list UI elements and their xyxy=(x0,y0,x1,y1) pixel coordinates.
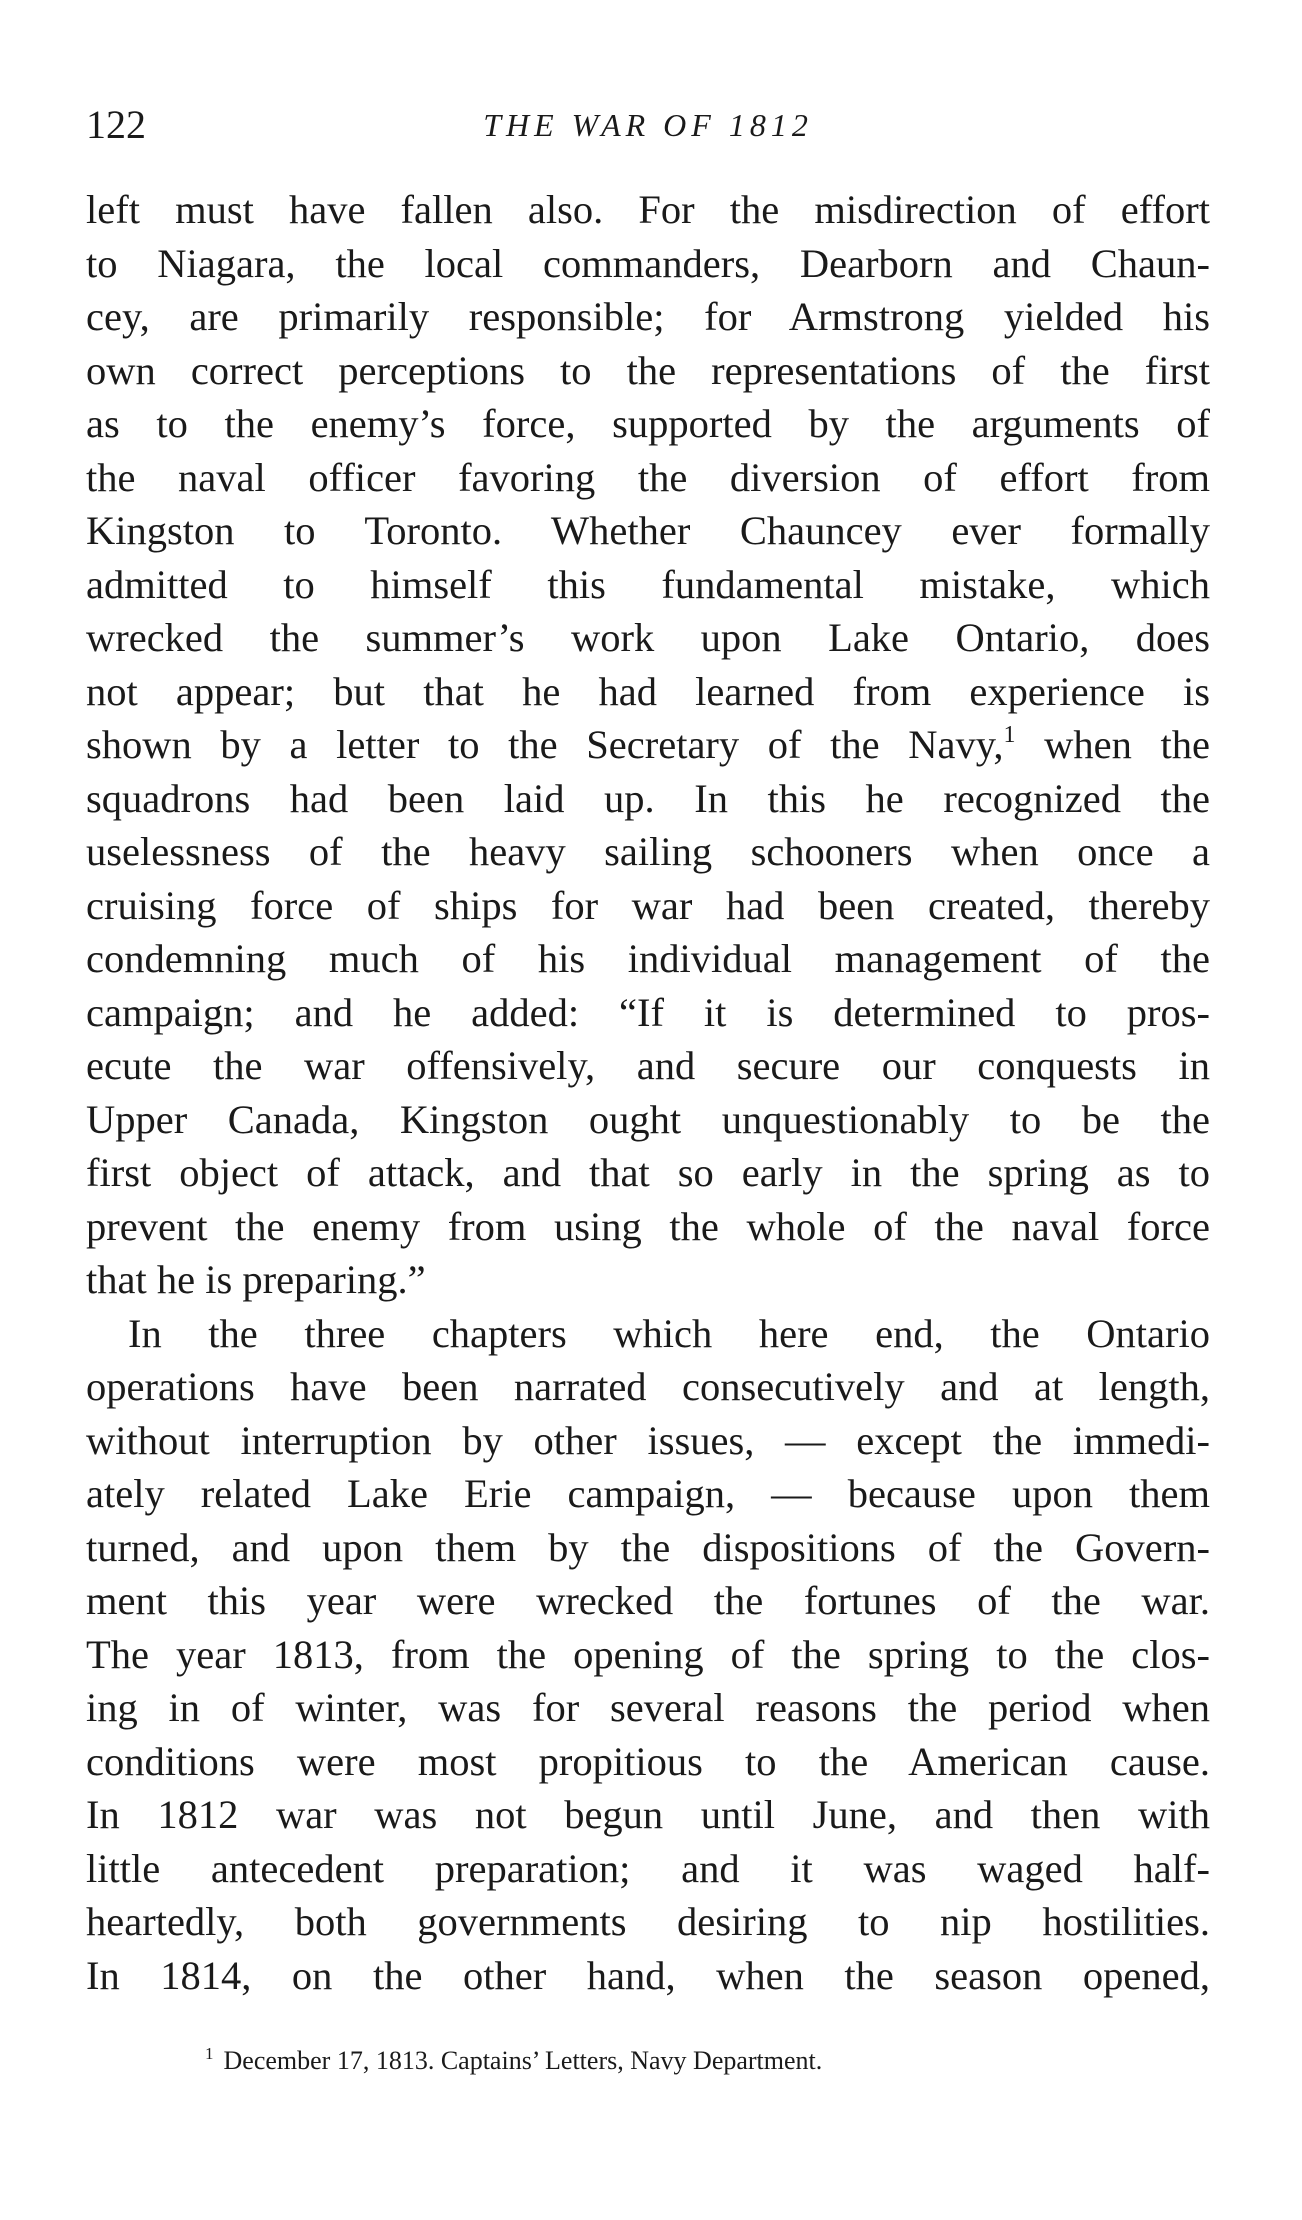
text-line: wrecked the summer’s work upon Lake Ontario, does xyxy=(86,615,1210,660)
text-line: campaign; and he added: “If it is determined to pros- xyxy=(86,989,1210,1035)
text-line: conditions were most propitious to the American cause. xyxy=(86,1738,1210,1784)
text-line: ing in of winter, was for several reasons the period when xyxy=(86,1685,1210,1730)
text-line-with-footnote-ref xyxy=(86,718,1210,772)
text-line: In 1814, on the other hand, when the season opened, xyxy=(86,1952,1210,1998)
text-line: Kingston to Toronto. Whether Chauncey ever formally xyxy=(86,508,1210,553)
text-fragment: shown by a letter to the Secretary of the Navy, xyxy=(86,722,1004,767)
footnote-reference: 1 xyxy=(1003,722,1016,748)
text-line: In the three chapters which here end, the Ontario xyxy=(128,1310,1210,1356)
text-line: admitted to himself this fundamental mistake, which xyxy=(86,561,1210,607)
text-line: own correct perceptions to the representations of the first xyxy=(86,347,1210,393)
text-line: squadrons had been laid up. In this he recognized the xyxy=(86,775,1210,821)
text-line: the naval officer favoring the diversion of effort from xyxy=(86,454,1210,500)
text-line: without interruption by other issues, — except the immedi- xyxy=(86,1417,1210,1463)
text-line: ecute the war offensively, and secure our conquests in xyxy=(86,1043,1210,1088)
footnote-text: December 17, 1813. Captains’ Letters, Navy Department. xyxy=(223,2046,823,2075)
text-line: cey, are primarily responsible; for Armstrong yielded his xyxy=(86,294,1210,339)
text-line: condemning much of his individual management of the xyxy=(86,936,1210,981)
footnote-mark: 1 xyxy=(205,2044,214,2063)
text-line: turned, and upon them by the dispositions of the Govern- xyxy=(86,1524,1210,1570)
text-line: heartedly, both governments desiring to nip hostilities. xyxy=(86,1899,1210,1944)
text-line: first object of attack, and that so early in the spring as to xyxy=(86,1150,1210,1195)
text-line: In 1812 war was not begun until June, and then with xyxy=(86,1792,1210,1837)
text-line: prevent the enemy from using the whole of the naval force xyxy=(86,1203,1210,1249)
body-text xyxy=(86,183,1210,2002)
text-fragment: when the xyxy=(1015,722,1210,767)
text-line: ment this year were wrecked the fortunes of the war. xyxy=(86,1578,1210,1623)
text-line: operations have been narrated consecutively and at length, xyxy=(86,1364,1210,1409)
text-line: that he is preparing.” xyxy=(86,1257,426,1302)
footnote xyxy=(205,2044,822,2078)
text-line: not appear; but that he had learned from experience is xyxy=(86,668,1210,714)
text-line: Upper Canada, Kingston ought unquestionably to be the xyxy=(86,1096,1210,1142)
text-line: The year 1813, from the opening of the spring to the clos- xyxy=(86,1631,1210,1677)
text-line: to Niagara, the local commanders, Dearborn and Chaun- xyxy=(86,240,1210,286)
page-header xyxy=(86,100,1210,150)
text-line: left must have fallen also. For the misdirection of effort xyxy=(86,187,1210,232)
running-head: THE WAR OF 1812 xyxy=(483,107,813,143)
text-line: as to the enemy’s force, supported by the arguments of xyxy=(86,401,1210,446)
text-line: little antecedent preparation; and it was waged half- xyxy=(86,1845,1210,1891)
text-line: cruising force of ships for war had been created, thereby xyxy=(86,882,1210,928)
text-line: uselessness of the heavy sailing schooners when once a xyxy=(86,829,1210,874)
text-line: ately related Lake Erie campaign, — because upon them xyxy=(86,1471,1210,1516)
page-number: 122 xyxy=(86,102,146,147)
